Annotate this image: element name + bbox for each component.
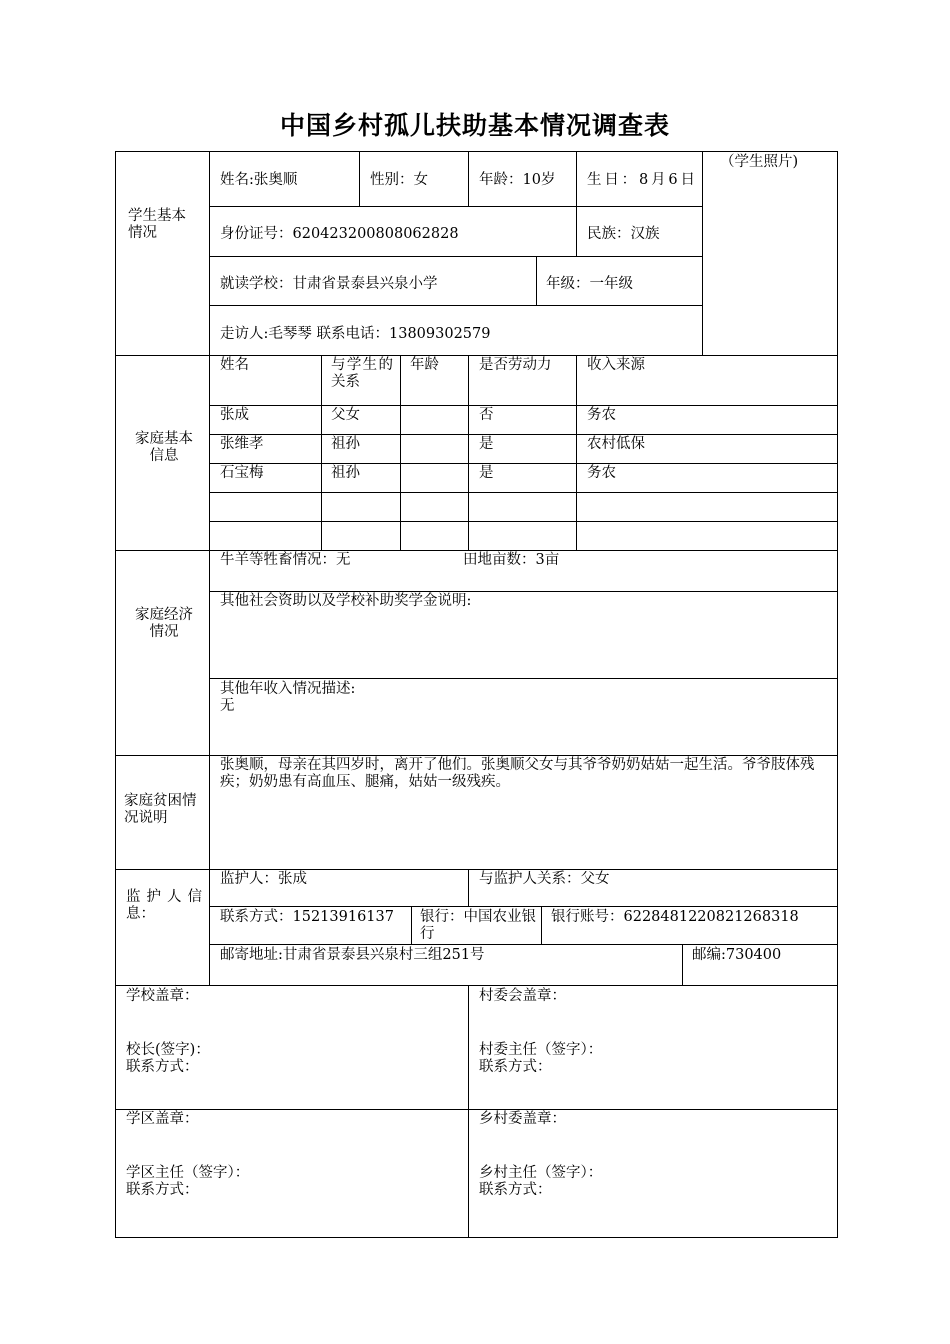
family-row-1-relation: 父女 [331,407,360,423]
student-section-label: 学生基本情况 [128,208,186,241]
student-birthday: 生日：8月6日 [587,172,695,188]
family-row-1-labor: 否 [479,407,494,423]
poverty-section-label: 家庭贫困情况说明 [124,793,197,826]
family-row-1-name: 张成 [220,407,249,423]
student-gender: 性别：女 [370,172,428,188]
economy-other-income-label: 其他年收入情况描述: [220,681,356,697]
student-grade: 年级：一年级 [546,276,633,292]
family-row-2-name: 张维孝 [220,436,264,452]
page-title: 中国乡村孤儿扶助基本情况调查表 [279,111,670,140]
family-row-1-income: 务农 [587,407,616,423]
guardian-section-label: 监护人信息： [126,889,202,922]
school-contact-label: 联系方式： [126,1059,199,1075]
family-row-3-name: 石宝梅 [220,465,264,481]
economy-section-label: 家庭经济情况 [135,607,193,640]
family-row-2-relation: 祖孙 [331,436,360,452]
district-contact-label: 联系方式： [126,1182,199,1198]
family-row-3-income: 务农 [587,465,616,481]
guardian-name: 监护人：张成 [220,871,307,887]
student-age: 年龄：10岁 [479,172,556,188]
guardian-phone: 联系方式：15213916137 [220,909,394,925]
family-row-3-labor: 是 [479,465,494,481]
guardian-relation: 与监护人关系：父女 [479,871,610,887]
guardian-bank: 银行：中国农业银行 [420,909,536,942]
student-id-number: 身份证号：620423200808062828 [220,226,459,242]
family-row-2-labor: 是 [479,436,494,452]
guardian-address: 邮寄地址:甘肃省景泰县兴泉村三组251号 [220,947,485,963]
principal-signature-label: 校长(签字)： [126,1042,210,1058]
school-seal-label: 学校盖章： [126,988,199,1004]
village-director-signature-label: 村委主任（签字）： [479,1042,603,1058]
family-header-age: 年龄 [410,357,439,373]
economy-livestock: 牛羊等牲畜情况：无 [220,552,351,568]
guardian-account: 银行账号：6228481220821268318 [551,909,799,925]
student-photo-placeholder: （学生照片) [720,154,799,170]
family-section-label: 家庭基本信息 [135,431,193,464]
student-ethnicity: 民族：汉族 [587,226,660,242]
economy-other-income-value: 无 [220,698,235,714]
district-director-signature-label: 学区主任（签字）： [126,1165,250,1181]
district-seal-label: 学区盖章： [126,1111,199,1127]
economy-subsidy-label: 其他社会资助以及学校补助奖学金说明: [220,593,472,609]
family-header-labor: 是否劳动力 [479,357,552,373]
family-row-2-income: 农村低保 [587,436,645,452]
township-contact-label: 联系方式： [479,1182,552,1198]
student-visitor: 走访人:毛琴琴 联系电话：13809302579 [220,326,491,342]
poverty-description: 张奥顺，母亲在其四岁时，离开了他们。张奥顺父女与其爷爷奶奶姑姑一起生活。爷爷肢体残疾；奶奶患有高血压、腿痛，姑姑一级残疾。 [220,757,815,790]
family-row-3-relation: 祖孙 [331,465,360,481]
student-name: 姓名:张奥顺 [220,172,298,188]
village-seal-label: 村委会盖章： [479,988,566,1004]
family-header-relation: 与学生的关系 [331,357,393,390]
family-header-income: 收入来源 [587,357,645,373]
student-school: 就读学校：甘肃省景泰县兴泉小学 [220,276,438,292]
village-contact-label: 联系方式： [479,1059,552,1075]
township-director-signature-label: 乡村主任（签字）： [479,1165,603,1181]
guardian-postcode: 邮编:730400 [692,947,782,963]
township-seal-label: 乡村委盖章： [479,1111,566,1127]
family-header-name: 姓名 [220,357,249,373]
economy-farmland: 田地亩数：3亩 [463,552,560,568]
